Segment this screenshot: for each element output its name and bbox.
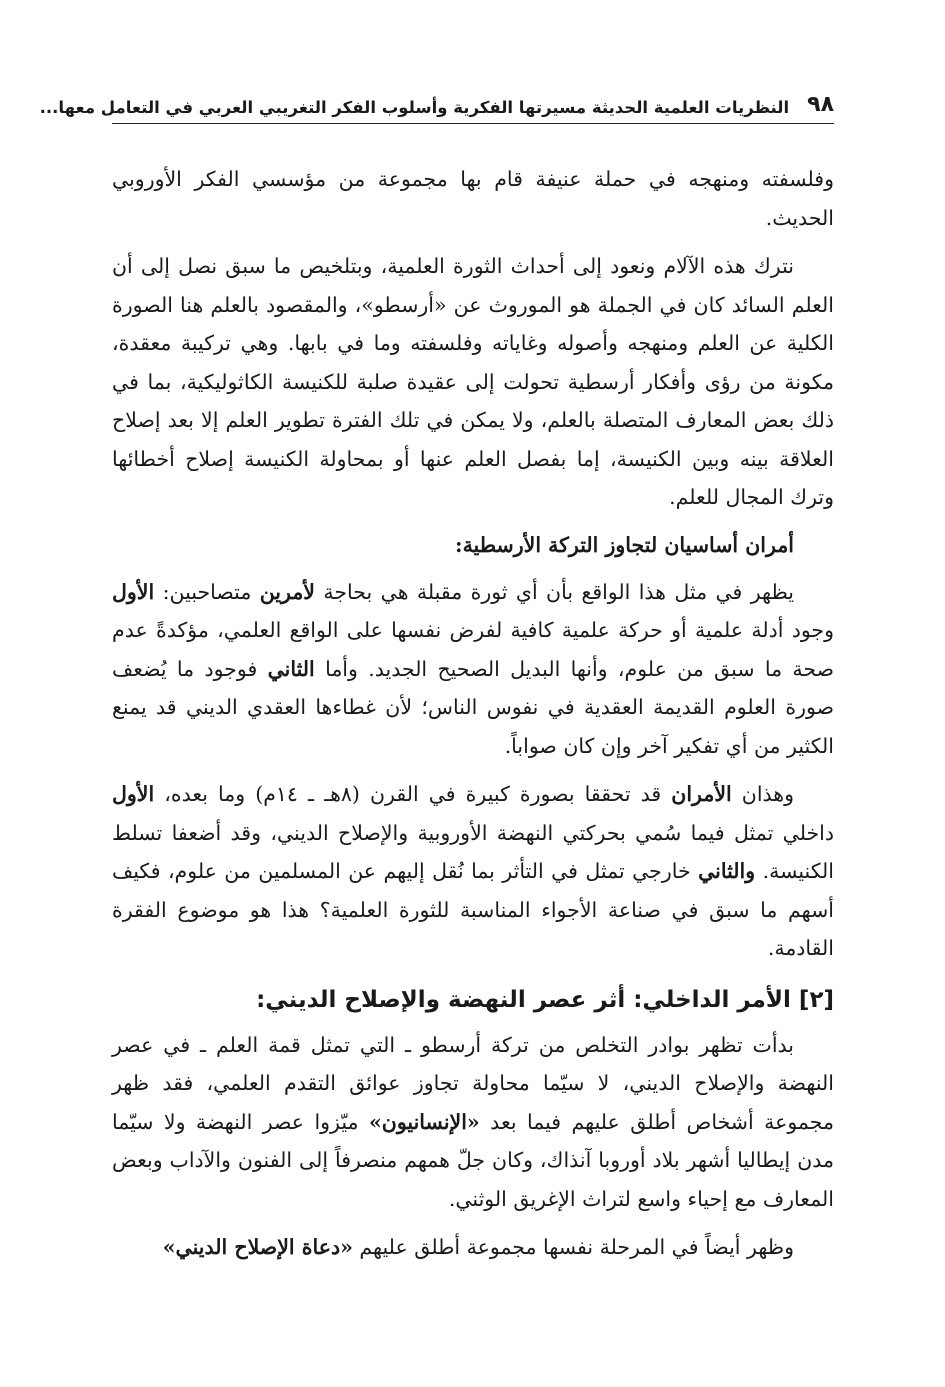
paragraph-3-bold-1: لأمرين — [259, 579, 315, 604]
paragraph-4-text-4: خارجي تمثل في التأثر بما نُقل إليهم عن المسلمين من علوم، فكيف أسهم ما سبق في صناعة الأجواء المناسبة للثورة العلمية؟ هذا هو موضوع الفقرة القادمة. — [112, 859, 834, 960]
paragraph-3-bold-3: الثاني — [267, 656, 315, 681]
paragraph-4-text-2: قد تحققا بصورة كبيرة في القرن (٨هـ ـ ١٤م) وما بعده، — [154, 782, 672, 806]
paragraph-3-text-3: وجود أدلة علمية أو حركة علمية كافية لفرض نفسها على الواقع العلمي، مؤكدةً عدم صحة ما سبق من علوم، وأنها البديل الصحيح الجديد. وأما — [112, 618, 835, 681]
paragraph-1: وفلسفته ومنهجه في حملة عنيفة قام بها مجموعة من مؤسسي الفكر الأوروبي الحديث. — [112, 167, 834, 230]
paragraph-3-text-2: متصاحبين: — [154, 579, 260, 604]
paragraph-4-text-3: داخلي تمثل فيما سُمي بحركتي النهضة الأوروبية والإصلاح الديني، وقد أضعفا تسلط الكنيسة. — [112, 820, 834, 883]
paragraph-3-text-4: فوجود ما يُضعف صورة العلوم القديمة العقدية في نفوس الناس؛ لأن غطاءها العقدي الديني قد يمنع الكثير من أي تفكير آخر وإن كان صواباً. — [112, 656, 834, 758]
paragraph-5-text-2: ميّزوا عصر النهضة ولا سيّما مدن إيطاليا أشهر بلاد أوروبا آنذاك، وكان جلّ همهم منصرفاً إلى الفنون والآداب وبعض المعارف مع إحياء واسع لتراث الإغريق الوثني. — [112, 1109, 834, 1211]
paragraph-6-text-1: وظهر أيضاً في المرحلة نفسها مجموعة أطلق عليهم — [352, 1235, 794, 1259]
paragraph-3-text-1: يظهر في مثل هذا الواقع بأن أي ثورة مقبلة هي بحاجة — [315, 579, 794, 604]
paragraph-6 — [112, 1228, 834, 1267]
paragraph-5-bold-1: «الإنسانيون» — [368, 1109, 480, 1134]
paragraph-5 — [112, 1026, 834, 1219]
paragraph-4-text-1: وهذان — [731, 782, 794, 806]
paragraph-4-bold-1: الأمران — [671, 782, 732, 806]
page-number: ٩٨ — [807, 92, 834, 117]
running-header — [39, 84, 834, 124]
paragraph-4-bold-3: والثاني — [698, 859, 756, 883]
paragraph-5-text-1: بدأت تظهر بوادر التخلص من تركة أرسطو ـ التي تمثل قمة العلم ـ في عصر النهضة والإصلاح الديني، لا سيّما محاولة تجاوز عوائق التقدم العلمي، فقد ظهر مجموعة أشخاص أطلق عليهم فيما بعد — [112, 1032, 834, 1134]
section-heading: [٢] الأمر الداخلي: أثر عصر النهضة والإصلاح الديني: — [256, 986, 834, 1013]
page-body — [112, 160, 834, 1277]
running-header-title: النظريات العلمية الحديثة مسيرتها الفكرية وأسلوب الفكر التغريبي العربي في التعامل معها... — [39, 98, 790, 117]
subheading: أمران أساسيان لتجاوز التركة الأرسطية: — [455, 532, 794, 557]
paragraph-6-bold-1: «دعاة الإصلاح الديني» — [162, 1235, 353, 1259]
paragraph-3 — [112, 573, 834, 766]
paragraph-4 — [112, 775, 834, 968]
paragraph-4-bold-2: الأول — [112, 782, 155, 806]
paragraph-3-bold-2: الأول — [112, 579, 155, 604]
paragraph-2: نترك هذه الآلام ونعود إلى أحداث الثورة العلمية، وبتلخيص ما سبق نصل إلى أن العلم السائد كان في الجملة هو الموروث عن «أرسطو»، والمقصود بالعلم هنا الصورة الكلية عن العلم ومنهجه وأصوله وغاياته وفلسفته وما في بابها. وهي تركيبة معقدة، مكونة من رؤى وأفكار أرسطية تحولت إلى عقيدة صلبة للكنيسة الكاثوليكية، بما في ذلك بعض المعارف المتصلة بالعلم، ولا يمكن في تلك الفترة تطوير العلم إلا بعد إصلاح العلاقة بينه وبين الكنيسة، إما بفصل العلم عنها أو بمحاولة الكنيسة إصلاح أخطائها وترك المجال للعلم. — [112, 254, 834, 509]
